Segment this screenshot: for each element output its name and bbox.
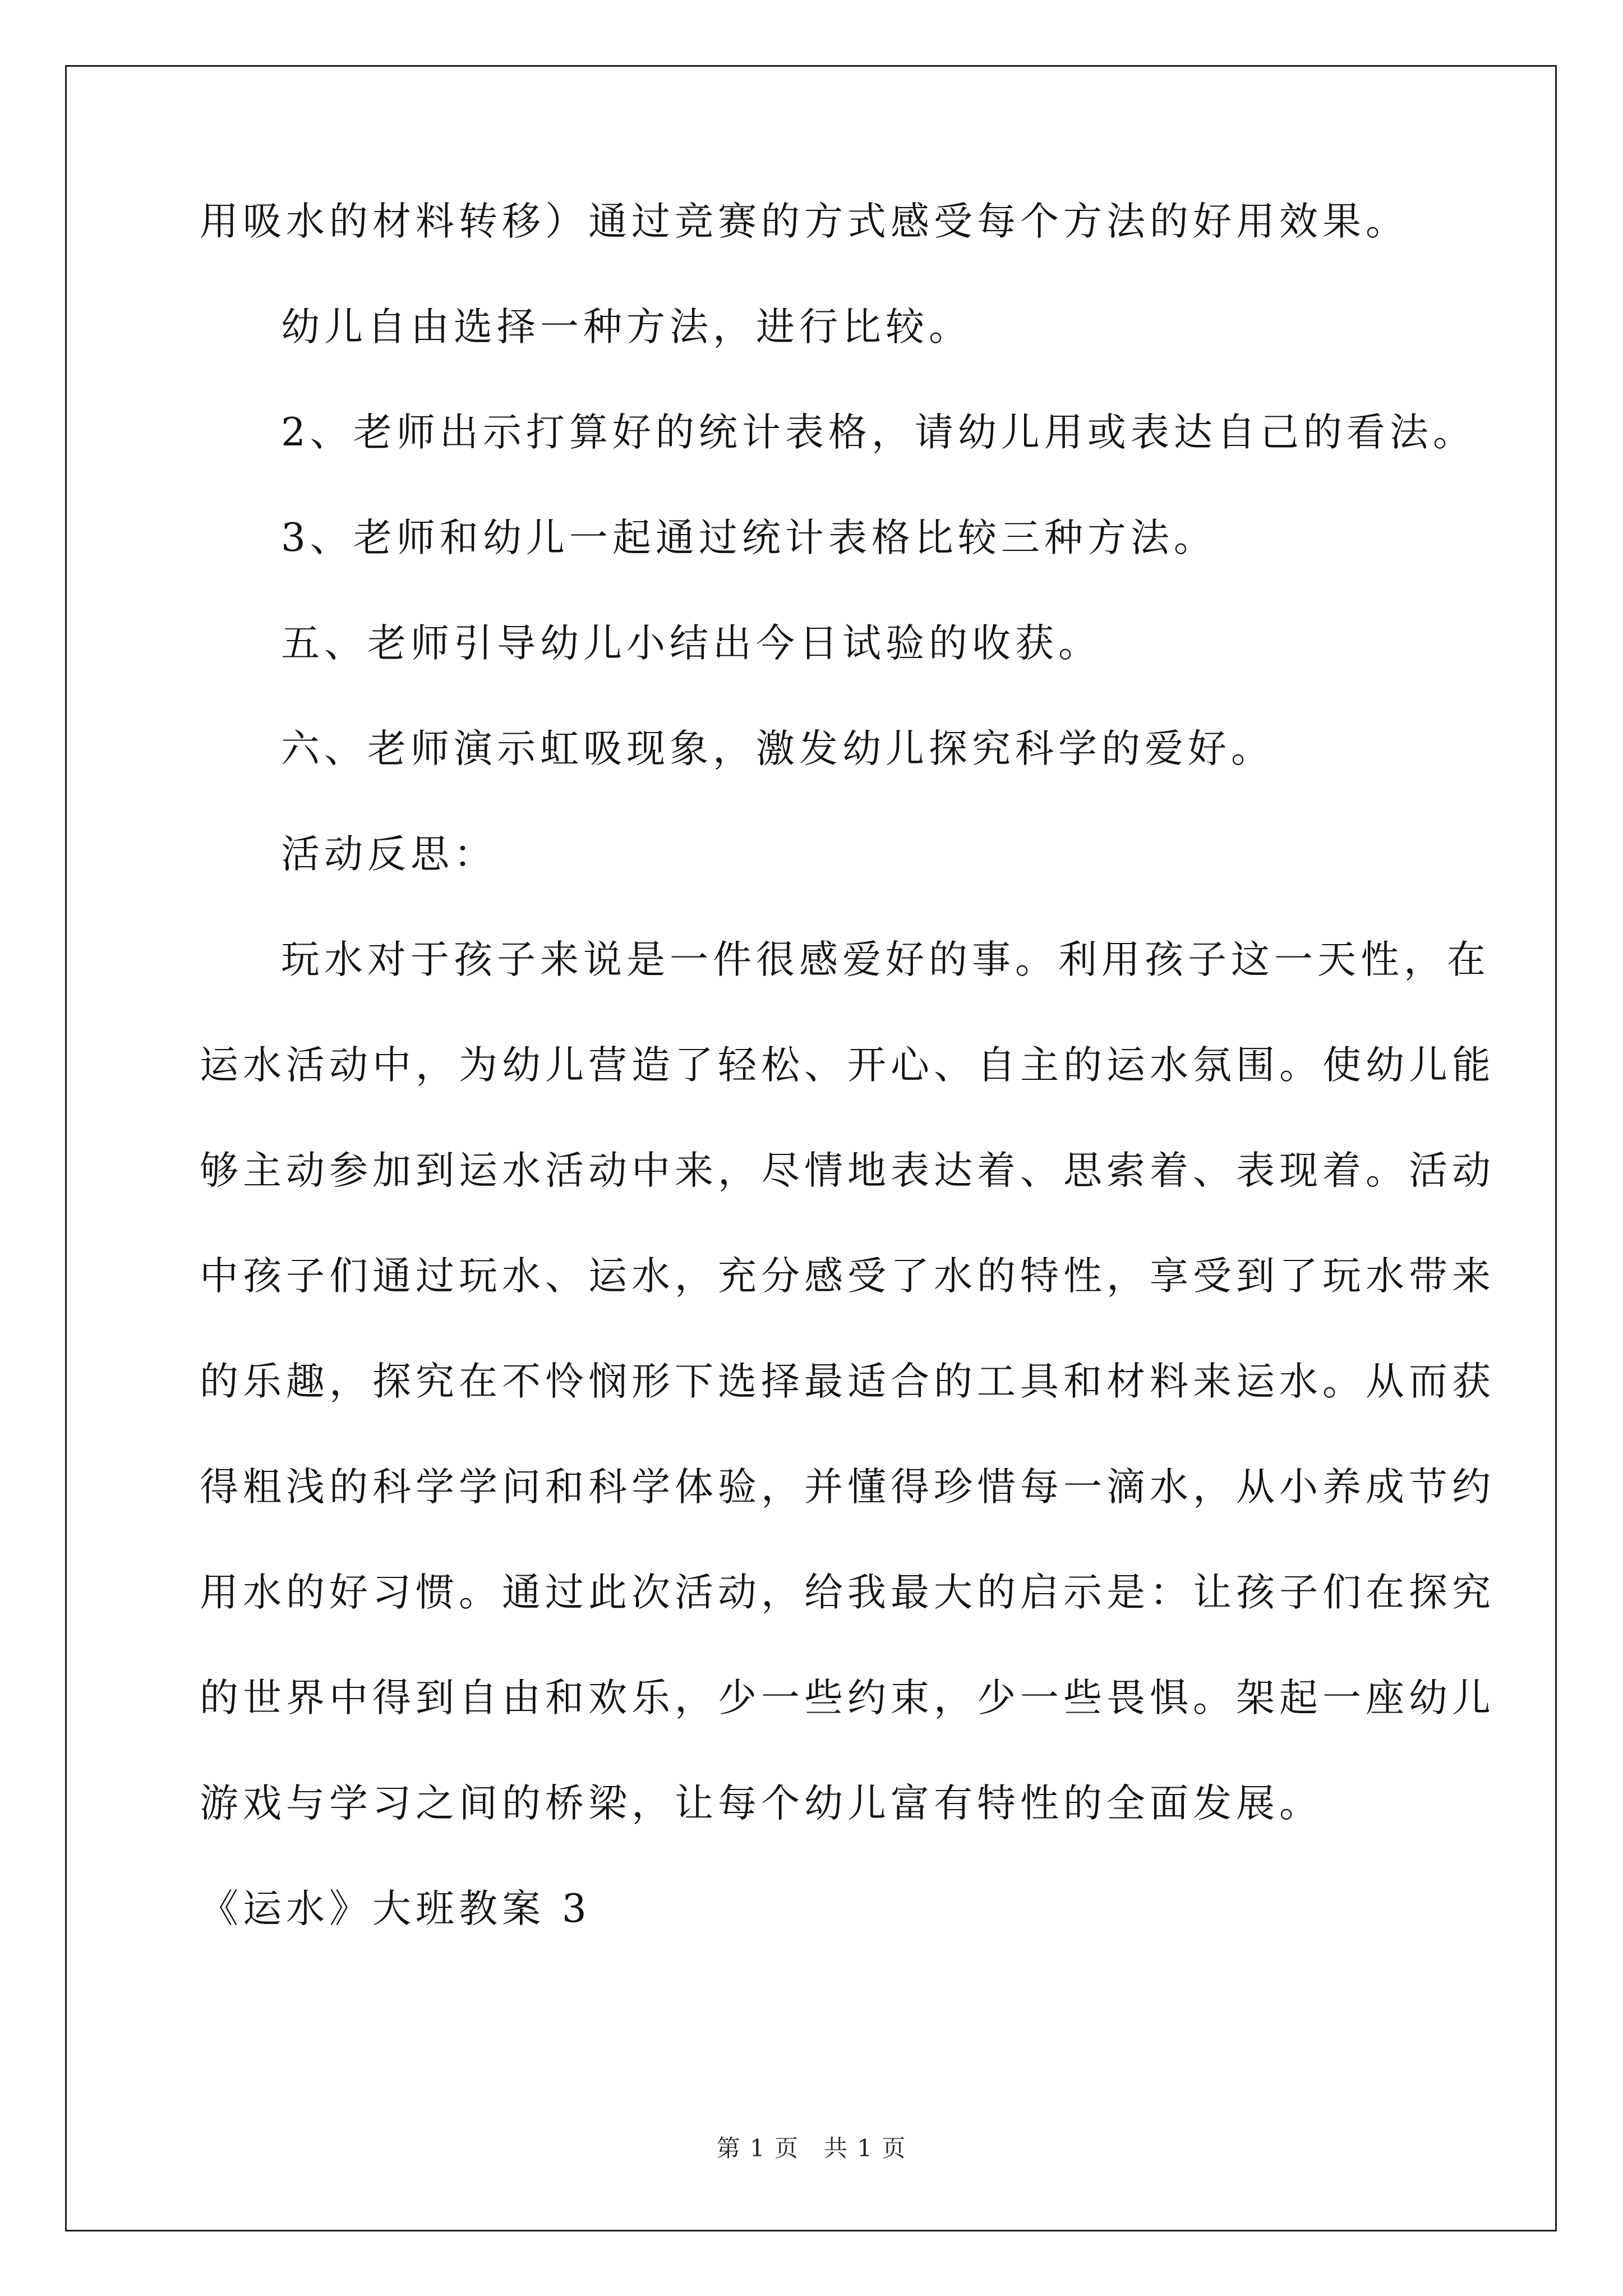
text-line-reflection: 中孩子们通过玩水、运水，充分感受了水的特性，享受到了玩水带来 [200, 1254, 1495, 1299]
text-line-paragraph: 幼儿自由选择一种方法，进行比较。 [281, 305, 972, 349]
text-line-reflection: 运水活动中，为幼儿营造了轻松、开心、自主的运水氛围。使幼儿能 [200, 1043, 1495, 1088]
text-line-step-3: 3、老师和幼儿一起通过统计表格比较三种方法。 [281, 516, 1217, 560]
document-title-heading: 《运水》大班教案 3 [200, 1887, 591, 1931]
text-line-reflection: 用水的好习惯。通过此次活动，给我最大的启示是：让孩子们在探究 [200, 1570, 1495, 1615]
page-footer: 第 1 页 共 1 页 [716, 2134, 907, 2162]
section-heading-reflection: 活动反思： [281, 832, 497, 877]
text-line-step-2: 2、老师出示打算好的统计表格，请幼儿用或表达自己的看法。 [281, 410, 1476, 455]
text-line-reflection: 的世界中得到自由和欢乐，少一些约束，少一些畏惧。架起一座幼儿 [200, 1676, 1495, 1720]
text-line-section-6: 六、老师演示虹吸现象，激发幼儿探究科学的爱好。 [281, 726, 1274, 771]
text-line-reflection: 玩水对于孩子来说是一件很感爱好的事。利用孩子这一天性，在 [281, 937, 1490, 982]
text-line-reflection: 得粗浅的科学学问和科学体验，并懂得珍惜每一滴水，从小养成节约 [200, 1465, 1495, 1510]
text-line-reflection: 游戏与学习之间的桥梁，让每个幼儿富有特性的全面发展。 [200, 1781, 1322, 1826]
text-line-continuation: 用吸水的材料转移）通过竞赛的方式感受每个方法的好用效果。 [200, 199, 1409, 244]
text-line-reflection: 的乐趣，探究在不怜悯形下选择最适合的工具和材料来运水。从而获 [200, 1359, 1495, 1404]
text-line-reflection: 够主动参加到运水活动中来，尽情地表达着、思索着、表现着。活动 [200, 1148, 1495, 1193]
text-line-section-5: 五、老师引导幼儿小结出今日试验的收获。 [281, 621, 1101, 666]
